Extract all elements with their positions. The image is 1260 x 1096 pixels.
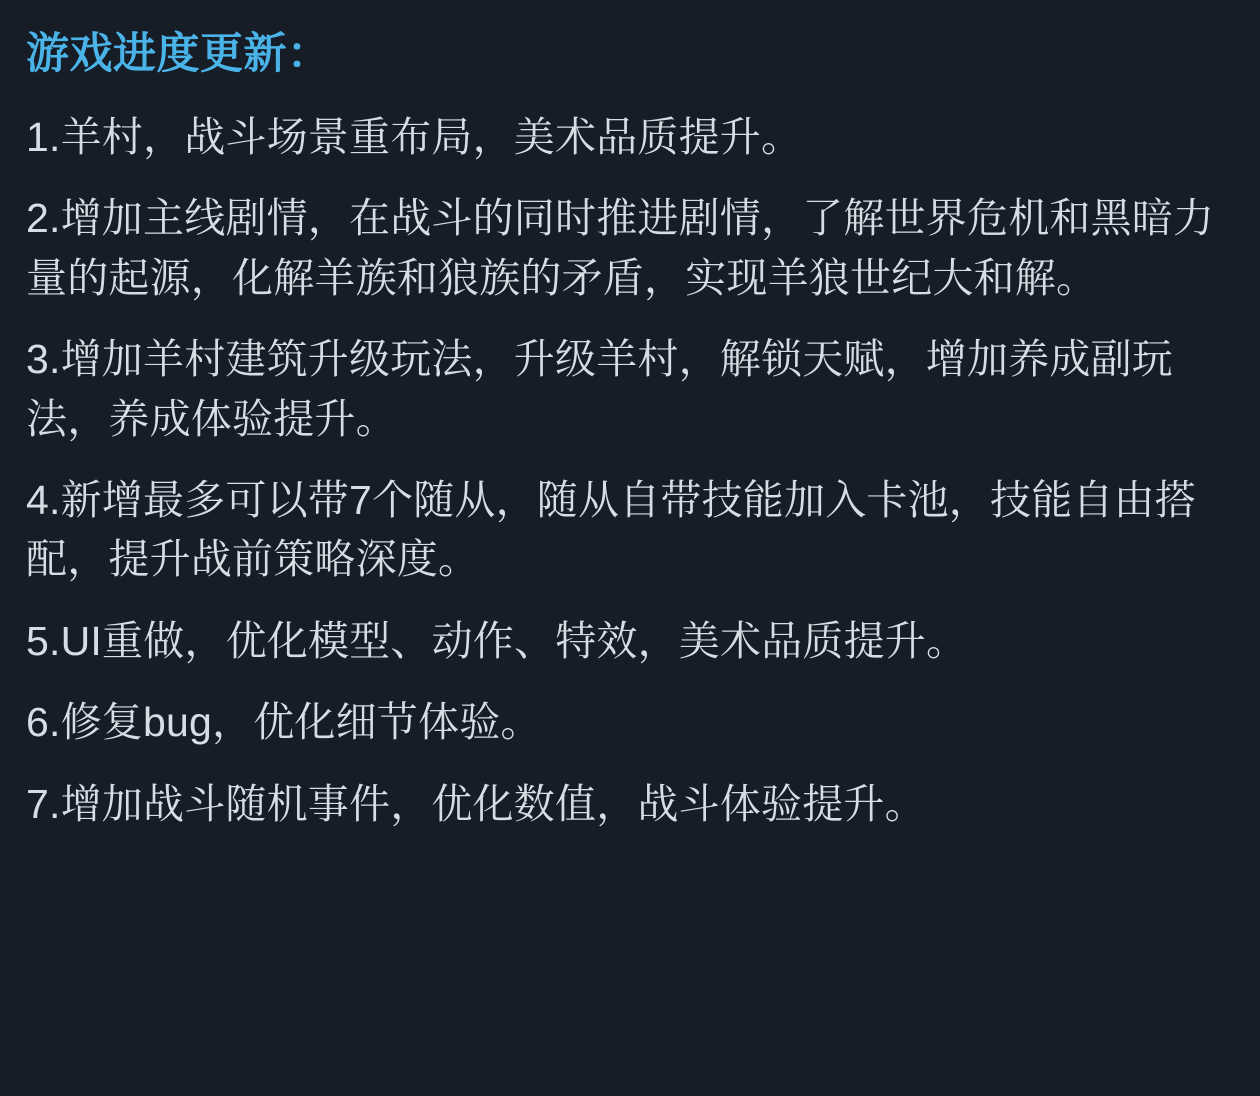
list-item: 3.增加羊村建筑升级玩法，升级羊村，解锁天赋，增加养成副玩法，养成体验提升。 [26,336,1173,442]
list-item: 6.修复bug，优化细节体验。 [26,699,542,746]
page-title: 游戏进度更新： [26,30,331,78]
list-item: 4.新增最多可以带7个随从，随从自带技能加入卡池，技能自由搭配，提升战前策略深度。 [26,476,1196,583]
list-item: 7.增加战斗随机事件，优化数值，战斗体验提升。 [26,780,926,827]
list-item: 2.增加主线剧情，在战斗的同时推进剧情，了解世界危机和黑暗力量的起源，化解羊族和狼族的矛盾，实现羊狼世纪大和解。 [26,195,1215,301]
list-item: 1.羊村，战斗场景重布局，美术品质提升。 [26,113,803,160]
list-item: 5.UI重做，优化模型、动作、特效，美术品质提升。 [26,617,968,664]
update-notes-list [26,108,1234,834]
